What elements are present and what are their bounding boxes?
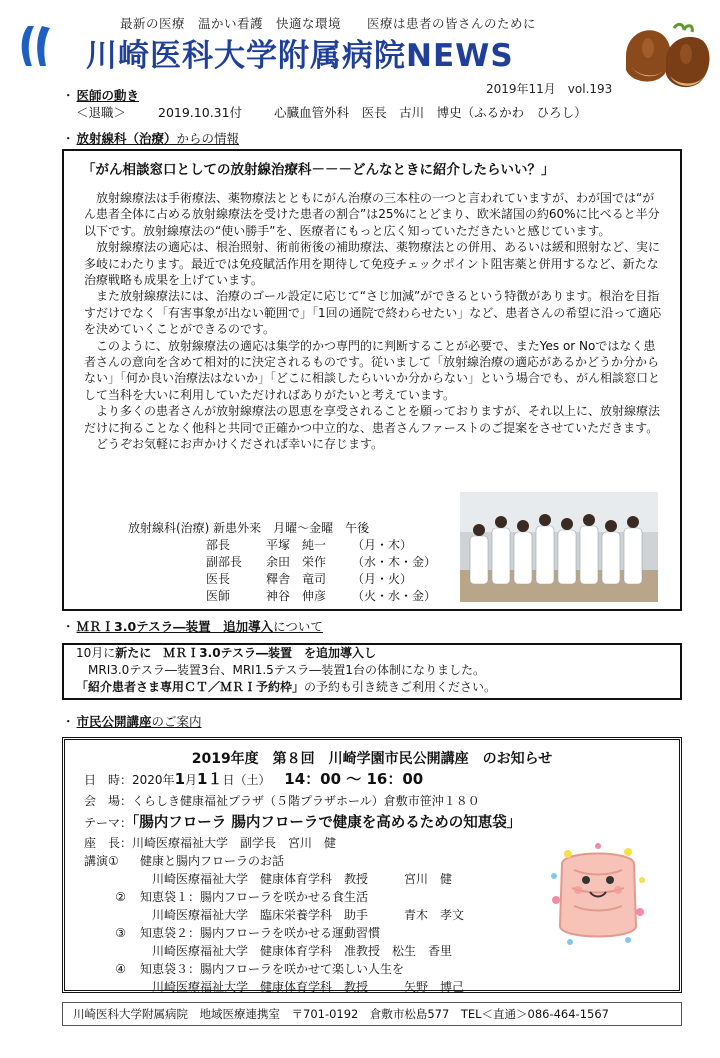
talk-title-row: [84, 924, 521, 942]
date-mid1: 月: [185, 773, 198, 787]
talk-number: ②: [115, 890, 126, 904]
radiation-body: [84, 190, 664, 453]
lecture-heading-bold: 市民公開講座: [76, 714, 152, 729]
intestine-character-illustration: [548, 840, 648, 950]
retirement-notice: [76, 103, 587, 121]
radiation-paragraph: 放射線療法は手術療法、薬物療法とともにがん治療の三本柱の一つと言われていますが、わが国では“がん患者全体に占める放射線療法を受けた患者の割合”は25%にとどまり、欧米諸国の約60%に比べると半分以下です。放射線療法の“使い勝手”を、医療者にもっと広く知っていただきたいと感じています。: [84, 191, 660, 238]
lecture-chair: 座 長：川崎医療福祉大学 副学長 宮川 健: [84, 836, 337, 850]
talk-speaker: 川崎医療福祉大学 臨床栄養学科 助手 青木 孝文: [152, 908, 465, 922]
mri-line2: MRI3.0テスラ―装置3台、MRI1.5テスラ―装置1台の体制になりました。: [88, 663, 485, 677]
staff-role: 医長: [206, 572, 231, 586]
date-mid2: 日（土）: [222, 773, 271, 787]
radiation-paragraph: このように、放射線療法の適応は集学的かつ専門的に判断することが必要で、またYes or Noではなく患者さんの意向を含めて相対的に決定されるものです。従いまして「放射線治療の適応があるかどうか分からない」「何か良い治療法はないか」「どこに相談したらいいか分からない」という場合でも、がん相談窓口として当科を大いに利用していただければありがたいと考えています。: [84, 338, 661, 402]
newsletter-title: 川崎医科大学附属病院NEWS: [86, 38, 514, 74]
lecture-heading: ・ 市民公開講座のご案内: [62, 714, 202, 729]
lecture-title: 2019年度 第８回 川崎学園市民公開講座 のお知らせ: [191, 751, 553, 767]
mri-line1-pre: 10月に: [76, 646, 116, 660]
radiation-paragraph: より多くの患者さんが放射線療法の恩恵を享受されることを願っておりますが、それ以上に、放射線療法だけに拘ることなく他科と共同で正確かつ中立的な、患者さんファーストのご提案をさせていただきます。: [84, 404, 661, 435]
staff-days: （火・水・金）: [352, 589, 437, 603]
staff-name: 釋舎 竜司: [266, 572, 327, 586]
mri-heading: ・ ＭＲＩ3.0テスラ―装置 追加導入について: [62, 619, 323, 634]
lecture-theme-row: [84, 812, 521, 834]
doctors-heading-label: 医師の動き: [76, 88, 140, 103]
radiation-box-title: 「がん相談窓口としての放射線治療科－－－どんなときに紹介したらいい？」: [82, 162, 555, 178]
venue-label: 会 場：: [84, 794, 133, 808]
theme-label: テーマ：: [84, 816, 133, 830]
mri-line1-bold: 新たに ＭＲＩ3.0テスラ―装置 を追加導入し: [115, 646, 377, 660]
radiation-paragraph: また放射線療法には、治療のゴール設定に応じて“さじ加減”ができるという特徴があります。根治を目指すだけでなく「有害事象が出ない範囲で」「1回の通院で終わらせたい」など、患者さんの希望に沿って適応を決めていくことができるのです。: [84, 289, 662, 337]
radiation-paragraph: 放射線療法の適応は、根治照射、術前術後の補助療法、薬物療法との併用、あるいは緩和照射など、実に多岐にわたります。最近では免疫賦活作用を期待して免疫チェックポイント阻害薬と併用するなど、新たな治療戦略も成果を上げています。: [84, 240, 661, 288]
issue-number: 2019年11月 vol.193: [486, 82, 613, 96]
venue: くらしき健康福祉プラザ（５階プラザホール）倉敷市笹沖１８０: [132, 794, 480, 808]
mri-heading-bold: ＭＲＩ3.0テスラ―装置 追加導入: [76, 619, 274, 634]
date-year: 2020年: [132, 773, 175, 787]
talk-number: ④: [115, 962, 126, 976]
staff-name: 余田 栄作: [266, 555, 327, 569]
talk-speaker: 川崎医療福祉大学 健康体育学科 教授 矢野 博己: [152, 980, 465, 994]
date-time: 14：00 ～ 16：00: [284, 770, 424, 788]
talk-number: ③: [115, 926, 126, 940]
radiation-heading-bold: 放射線科（治療）: [76, 131, 177, 146]
talk-title: 知恵袋２：腸内フローラを咲かせる運動習慣: [140, 926, 381, 940]
radiation-heading-rest: からの情報: [176, 131, 240, 146]
talk-title-row: [84, 888, 521, 906]
schedule-title: 放射線科(治療) 新患外来 月曜～金曜 午後: [128, 521, 370, 535]
staff-group-photo: [460, 492, 658, 602]
footer-contact: 川崎医科大学附属病院 地域医療連携室 〒701-0192 倉敷市松島577 TEL＜直通＞086-464-1567: [62, 1002, 682, 1026]
retire-label: ＜退職＞: [76, 105, 127, 120]
staff-days: （月・木）: [352, 538, 413, 552]
hospital-logo-icon: [18, 22, 54, 72]
talk-speaker: 川崎医療福祉大学 健康体育学科 教授 宮川 健: [152, 872, 453, 886]
chestnut-illustration: [614, 18, 714, 96]
doctors-heading: ・ 医師の動き: [62, 88, 140, 103]
mri-line3-rest: の予約も引き続きご利用ください。: [304, 680, 497, 694]
date-label: 日 時：: [84, 773, 133, 787]
lecture-venue-row: [84, 790, 521, 812]
staff-row: [128, 537, 436, 554]
staff-days: （水・木・金）: [352, 555, 437, 569]
lecture-heading-rest: のご案内: [151, 714, 202, 729]
staff-name: 神谷 伸彦: [266, 589, 327, 603]
retire-text: 心臓血管外科 医長 古川 博史（ふるかわ ひろし）: [274, 105, 587, 120]
staff-role: 副部長: [206, 555, 243, 569]
radiation-paragraph: どうぞお気軽にお声かけくだされば幸いに存じます。: [96, 437, 384, 452]
talk-title: 健康と腸内フローラのお話: [140, 854, 285, 868]
staff-days: （月・火）: [352, 572, 413, 586]
staff-role: 医師: [206, 589, 231, 603]
lecture-details: [84, 768, 521, 996]
lecture-date-row: [84, 768, 521, 790]
mri-line3-bold: 「紹介患者さま専用ＣＴ／ＭＲＩ予約枠」: [76, 680, 305, 694]
talk-speaker: 川崎医療福祉大学 健康体育学科 准教授 松生 香里: [152, 944, 453, 958]
date-month: 1: [174, 770, 185, 788]
retire-date: 2019.10.31付: [158, 105, 243, 120]
staff-row: [128, 554, 436, 571]
talk-title-row: [84, 960, 521, 978]
date-day: 1１: [197, 770, 223, 788]
mri-body: [76, 645, 496, 696]
talk-title-row: [84, 852, 521, 870]
staff-name: 平塚 純一: [266, 538, 327, 552]
staff-row: [128, 571, 436, 588]
staff-role: 部長: [206, 538, 231, 552]
talk-title: 知恵袋１：腸内フローラを咲かせる食生活: [140, 890, 369, 904]
radiation-heading: ・ 放射線科（治療）からの情報: [62, 131, 240, 146]
header-tagline: 最新の医療 温かい看護 快適な環境 医療は患者の皆さんのために: [120, 16, 537, 31]
outpatient-schedule: [128, 520, 436, 605]
theme: 「腸内フローラ 腸内フローラで健康を高めるための知恵袋」: [132, 815, 522, 831]
talk-title: 知恵袋３：腸内フローラを咲かせて楽しい人生を: [140, 962, 405, 976]
talk-number: 講演①: [84, 854, 119, 868]
mri-heading-rest: について: [273, 619, 323, 634]
staff-row: [128, 588, 436, 605]
